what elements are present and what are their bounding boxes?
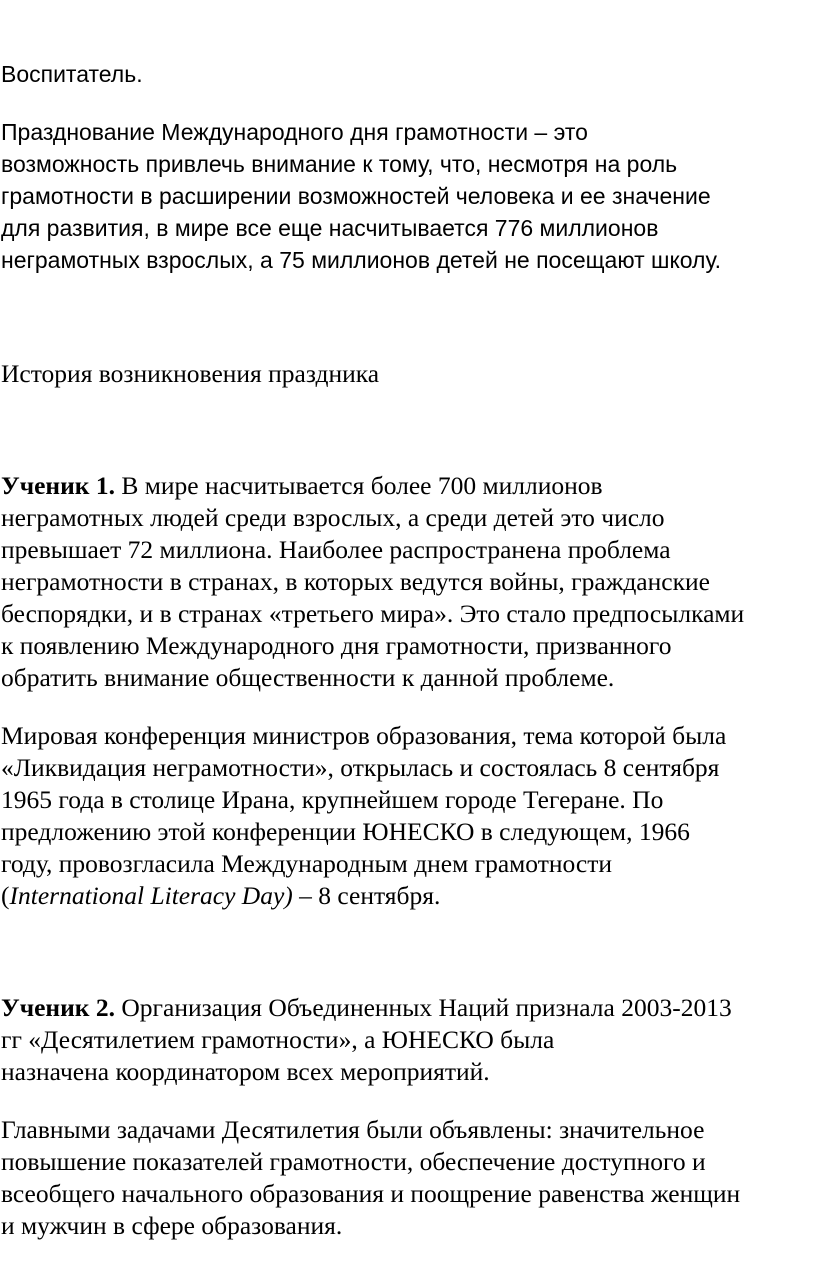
student2-line: гг «Десятилетием грамотности», а ЮНЕСКО была (1, 1025, 555, 1054)
goals-line: повышение показателей грамотности, обеспечение доступного и (1, 1147, 706, 1176)
student1-first-line (1, 470, 603, 502)
student1-label: Ученик 1. (1, 471, 115, 500)
intro-line: возможность привлечь внимание к тому, что, несмотря на роль (1, 151, 678, 177)
conference-line: 1965 года в столице Ирана, крупнейшем городе Тегеране. По (1, 785, 664, 814)
student1-line: неграмотных людей среди взрослых, а среди детей это число (1, 503, 665, 532)
speaker-label: Воспитатель. (1, 61, 143, 87)
conference-line: году, провозгласила Международным днем грамотности (1, 849, 612, 878)
student2-first-line (1, 992, 732, 1024)
student2-label: Ученик 2. (1, 993, 115, 1022)
student1-line: к появлению Международного дня грамотности, призванного (1, 631, 672, 660)
conference-open-paren: ( (1, 881, 10, 910)
student2-line: назначена координатором всех мероприятий. (1, 1057, 490, 1086)
student1-first-line-text: В мире насчитывается более 700 миллионов (115, 471, 603, 500)
student1-line: превышает 72 миллиона. Наиболее распространена проблема (1, 535, 671, 564)
conference-date: – 8 сентября. (292, 881, 441, 910)
student1-line: беспорядки, и в странах «третьего мира». Это стало предпосылками (1, 599, 745, 628)
student1-line: неграмотности в странах, в которых ведутся войны, гражданские (1, 567, 710, 596)
conference-line: Мировая конференция министров образования, тема которой была (1, 721, 727, 750)
intro-line: грамотности в расширении возможностей человека и ее значение (1, 183, 711, 209)
goals-line: всеобщего начального образования и поощрение равенства женщин (1, 1179, 741, 1208)
student1-line: обратить внимание общественности к данной проблеме. (1, 663, 615, 692)
intro-line: Празднование Международного дня грамотности – это (1, 119, 588, 145)
student2-first-line-text: Организация Объединенных Наций признала 2003-2013 (115, 993, 732, 1022)
conference-line: предложению этой конференции ЮНЕСКО в следующем, 1966 (1, 817, 690, 846)
intro-line: для развития, в мире все еще насчитывается 776 миллионов (1, 215, 659, 241)
literacy-day-english: International Literacy Day) (9, 881, 293, 910)
conference-line: «Ликвидация неграмотности», открылась и состоялась 8 сентября (1, 753, 720, 782)
intro-line: неграмотных взрослых, а 75 миллионов детей не посещают школу. (1, 247, 722, 273)
goals-line: и мужчин в сфере образования. (1, 1211, 343, 1240)
history-heading: История возникновения праздника (1, 359, 380, 388)
goals-line: Главными задачами Десятилетия были объявлены: значительное (1, 1115, 705, 1144)
conference-last-line (1, 880, 440, 912)
